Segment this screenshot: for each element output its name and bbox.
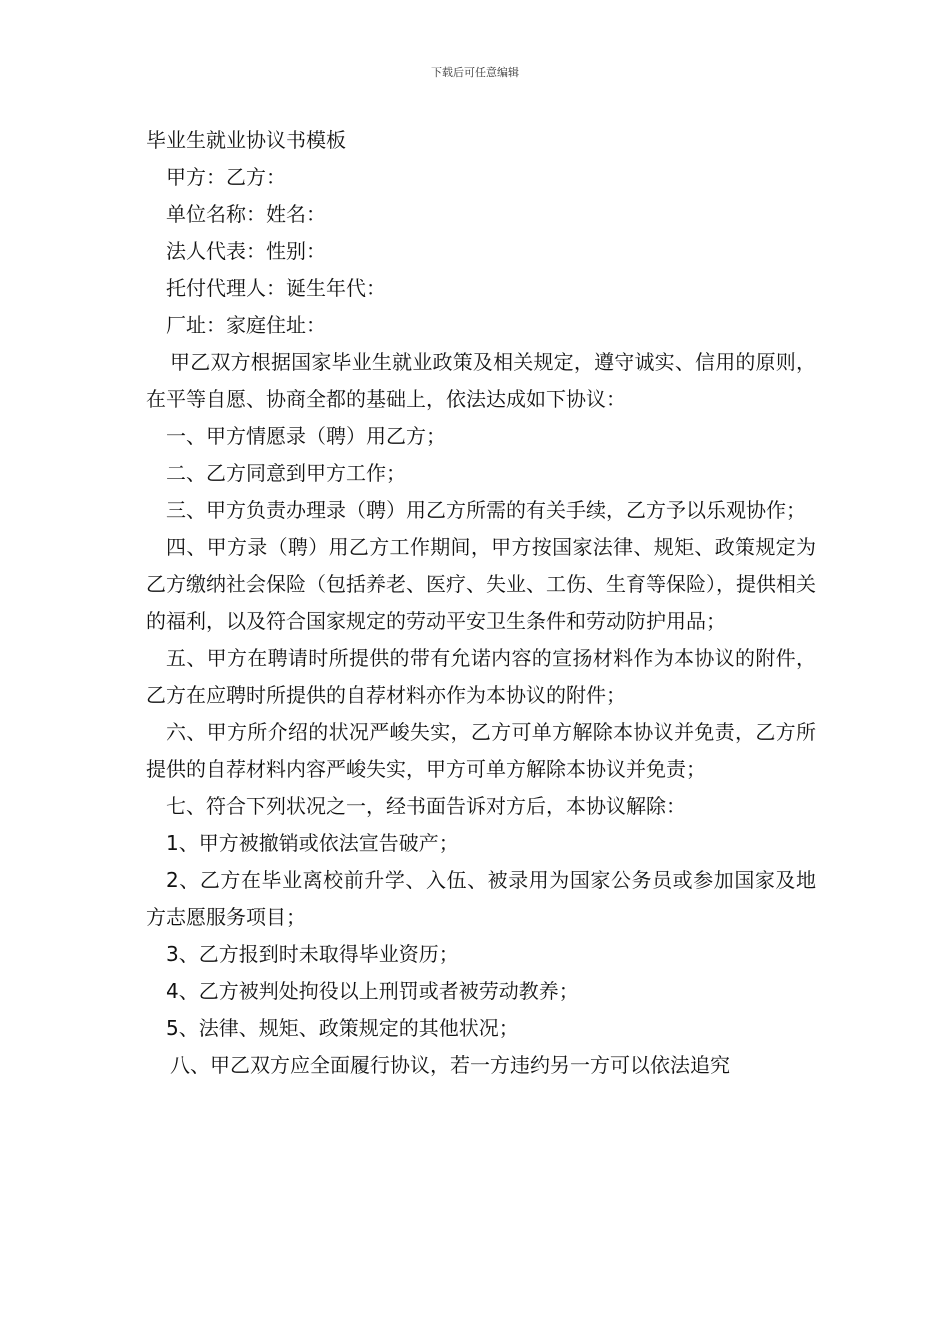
paragraph-party-names: 甲方：乙方：	[166, 165, 286, 189]
paragraph-clause-2: 二、乙方同意到甲方工作；	[166, 461, 406, 485]
paragraph-sub-item-3: 3、乙方报到时未取得毕业资历；	[166, 942, 459, 966]
paragraph-clause-5: 五、甲方在聘请时所提供的带有允诺内容的宣扬材料作为本协议的附件，乙方在应聘时所提供的自荐材料亦作为本协议的附件；	[146, 646, 816, 707]
paragraph-clause-4: 四、甲方录（聘）用乙方工作期间，甲方按国家法律、规矩、政策规定为乙方缴纳社会保险（包括养老、医疗、失业、工伤、生育等保险），提供相关的福利，以及符合国家规定的劳动平安卫生条件和劳动防护用品；	[146, 535, 816, 633]
document-title: 毕业生就业协议书模板	[146, 128, 346, 152]
paragraph-clause-7: 七、符合下列状况之一，经书面告诉对方后，本协议解除：	[166, 794, 686, 818]
paragraph-sub-item-2: 2、乙方在毕业离校前升学、入伍、被录用为国家公务员或参加国家及地方志愿服务项目；	[146, 868, 816, 929]
page-header: 下载后可任意编辑	[431, 66, 519, 79]
paragraph-preamble: 甲乙双方根据国家毕业生就业政策及相关规定，遵守诚实、信用的原则，在平等自愿、协商全都的基础上，依法达成如下协议：	[146, 350, 816, 411]
paragraph-legal-rep: 法人代表：性别：	[166, 239, 326, 263]
document-body	[146, 159, 816, 1084]
paragraph-unit-name: 单位名称：姓名：	[166, 202, 326, 226]
paragraph-sub-item-5: 5、法律、规矩、政策规定的其他状况；	[166, 1016, 519, 1040]
paragraph-agent: 托付代理人：诞生年代：	[166, 276, 386, 300]
paragraph-clause-8: 八、甲乙双方应全面履行协议，若一方违约另一方可以依法追究	[170, 1053, 730, 1077]
paragraph-address: 厂址：家庭住址：	[166, 313, 326, 337]
paragraph-sub-item-4: 4、乙方被判处拘役以上刑罚或者被劳动教养；	[166, 979, 579, 1003]
paragraph-clause-3: 三、甲方负责办理录（聘）用乙方所需的有关手续，乙方予以乐观协作；	[166, 498, 806, 522]
paragraph-clause-6: 六、甲方所介绍的状况严峻失实，乙方可单方解除本协议并免责，乙方所提供的自荐材料内容严峻失实，甲方可单方解除本协议并免责；	[146, 720, 816, 781]
paragraph-sub-item-1: 1、甲方被撤销或依法宣告破产；	[166, 831, 459, 855]
paragraph-clause-1: 一、甲方情愿录（聘）用乙方；	[166, 424, 446, 448]
